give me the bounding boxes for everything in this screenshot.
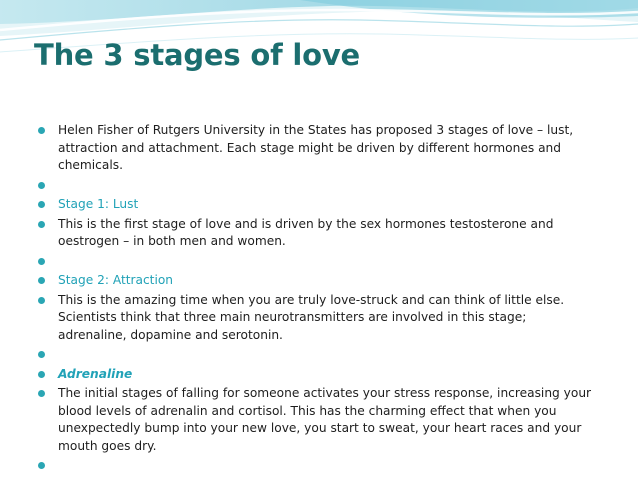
bullet-dot-icon	[38, 258, 45, 265]
bullet-text: Stage 1: Lust	[58, 197, 139, 211]
empty-bullet	[38, 177, 598, 195]
bullet-item	[38, 216, 598, 251]
bullet-text: Helen Fisher of Rutgers University in the States has proposed 3 stages of love – lust, attraction and attachment. Each stage might be driven by different hormones and chemicals.	[58, 123, 574, 172]
bullet-item	[38, 196, 598, 214]
bullet-item	[38, 272, 598, 290]
bullet-text: Adrenaline	[58, 366, 133, 381]
empty-bullet	[38, 253, 598, 271]
bullet-dot-icon	[38, 390, 45, 397]
bullet-text: This is the first stage of love and is driven by the sex hormones testosterone and oestrogen – in both men and women.	[58, 216, 554, 248]
bullet-list	[38, 122, 598, 477]
empty-bullet	[38, 457, 598, 475]
bullet-text: This is the amazing time when you are truly love-struck and can think of little else. Scientists think that three main neurotransmitters are involved in this stage; adrenaline, dopamine and serotonin.	[58, 292, 565, 342]
bullet-dot-icon	[38, 182, 45, 189]
bullet-dot-icon	[38, 462, 45, 469]
bullet-dot-icon	[38, 297, 45, 304]
bullet-dot-icon	[38, 127, 45, 134]
bullet-dot-icon	[38, 201, 45, 208]
bullet-item	[38, 366, 598, 384]
bullet-item	[38, 385, 598, 455]
bullet-dot-icon	[38, 351, 45, 358]
slide-title: The 3 stages of love	[34, 38, 361, 72]
bullet-item	[38, 292, 598, 345]
bullet-text: Stage 2: Attraction	[58, 273, 174, 287]
bullet-item	[38, 122, 598, 175]
bullet-dot-icon	[38, 221, 45, 228]
bullet-dot-icon	[38, 277, 45, 284]
bullet-dot-icon	[38, 371, 45, 378]
empty-bullet	[38, 346, 598, 364]
bullet-text: The initial stages of falling for someone activates your stress response, increasing your blood levels of adrenalin and cortisol. This has the charming effect that when you unexpectedly bump into your new love, you start to sweat, your heart races and your mouth goes dry.	[58, 386, 592, 453]
